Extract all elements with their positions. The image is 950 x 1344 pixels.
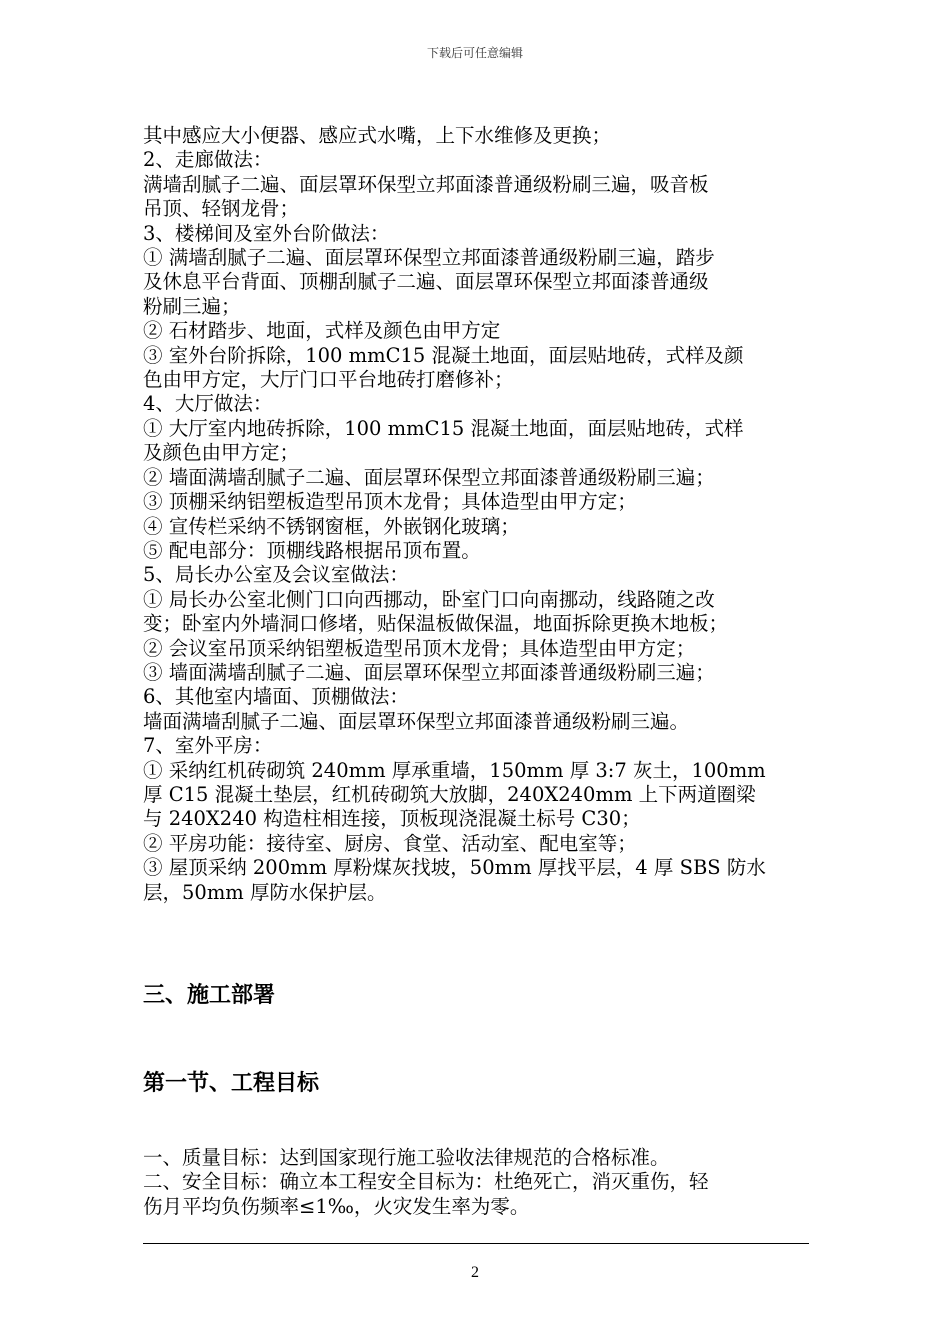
text-line: ③ 墙面满墙刮腻子二遍、面层罩环保型立邦面漆普通级粉刷三遍； xyxy=(143,660,715,684)
text-line: 色由甲方定，大厅门口平台地砖打磨修补； xyxy=(143,368,514,392)
text-line: 墙面满墙刮腻子二遍、面层罩环保型立邦面漆普通级粉刷三遍。 xyxy=(143,709,690,733)
text-line: 7、室外平房： xyxy=(143,734,273,758)
text-line: 4、大厅做法： xyxy=(143,392,273,416)
goals-text xyxy=(143,1146,811,1219)
text-line: 与 240X240 构造柱相连接，顶板现浇混凝土标号 C30； xyxy=(143,807,641,831)
body-text xyxy=(143,124,811,905)
text-line: ① 大厅室内地砖拆除，100 mmC15 混凝土地面，面层贴地砖，式样 xyxy=(143,416,744,440)
text-line: ③ 顶棚采纳铝塑板造型吊顶木龙骨；具体造型由甲方定； xyxy=(143,490,637,514)
text-line: 吊顶、轻钢龙骨； xyxy=(143,197,300,221)
text-line: ① 满墙刮腻子二遍、面层罩环保型立邦面漆普通级粉刷三遍，踏步 xyxy=(143,246,715,270)
text-line: 3、楼梯间及室外台阶做法： xyxy=(143,221,390,245)
text-line: ② 墙面满墙刮腻子二遍、面层罩环保型立邦面漆普通级粉刷三遍； xyxy=(143,465,715,489)
text-line: 伤月平均负伤频率≤1‰，火灾发生率为零。 xyxy=(143,1194,530,1218)
footer-divider xyxy=(143,1243,809,1244)
text-line: ③ 屋顶采纳 200mm 厚粉煤灰找坡，50mm 厚找平层，4 厚 SBS 防水 xyxy=(143,856,766,880)
text-line: ③ 室外台阶拆除，100 mmC15 混凝土地面，面层贴地砖，式样及颜 xyxy=(143,343,744,367)
page-number: 2 xyxy=(471,1264,479,1281)
text-line: 及颜色由甲方定； xyxy=(143,441,300,465)
text-line: 其中感应大小便器、感应式水嘴，上下水维修及更换； xyxy=(143,124,612,147)
text-line: 层，50mm 厚防水保护层。 xyxy=(143,880,387,904)
text-line: ⑤ 配电部分：顶棚线路根据吊顶布置。 xyxy=(143,538,481,562)
text-line: 变；卧室内外墙洞口修堵，贴保温板做保温，地面拆除更换木地板； xyxy=(143,612,729,636)
page-header: 下载后可任意编辑 xyxy=(426,46,523,60)
text-line: ① 局长办公室北侧门口向西挪动，卧室门口向南挪动，线路随之改 xyxy=(143,587,715,611)
text-line: 一、质量目标：达到国家现行施工验收法律规范的合格标准。 xyxy=(143,1146,670,1169)
text-line: 5、局长办公室及会议室做法： xyxy=(143,563,409,587)
text-line: 厚 C15 混凝土垫层，红机砖砌筑大放脚，240X240mm 上下两道圈梁 xyxy=(143,782,756,806)
text-line: ② 平房功能：接待室、厨房、食堂、活动室、配电室等； xyxy=(143,831,637,855)
text-line: 2、走廊做法： xyxy=(143,148,273,172)
text-line: 二、安全目标：确立本工程安全目标为：杜绝死亡，消灭重伤，轻 xyxy=(143,1170,709,1194)
text-line: ① 采纳红机砖砌筑 240mm 厚承重墙，150mm 厚 3:7 灰土，100mm xyxy=(143,758,766,782)
subsection-heading: 第一节、工程目标 xyxy=(143,1071,320,1096)
section-heading: 三、施工部署 xyxy=(143,983,276,1008)
text-line: 满墙刮腻子二遍、面层罩环保型立邦面漆普通级粉刷三遍，吸音板 xyxy=(143,172,709,196)
text-line: 6、其他室内墙面、顶棚做法： xyxy=(143,685,409,709)
text-line: 粉刷三遍； xyxy=(143,294,241,318)
text-line: 及休息平台背面、顶棚刮腻子二遍、面层罩环保型立邦面漆普通级 xyxy=(143,270,709,294)
text-line: ② 会议室吊顶采纳铝塑板造型吊顶木龙骨；具体造型由甲方定； xyxy=(143,636,696,660)
text-line: ④ 宣传栏采纳不锈钢窗框，外嵌钢化玻璃； xyxy=(143,514,520,538)
text-line: ② 石材踏步、地面，式样及颜色由甲方定 xyxy=(143,319,501,343)
